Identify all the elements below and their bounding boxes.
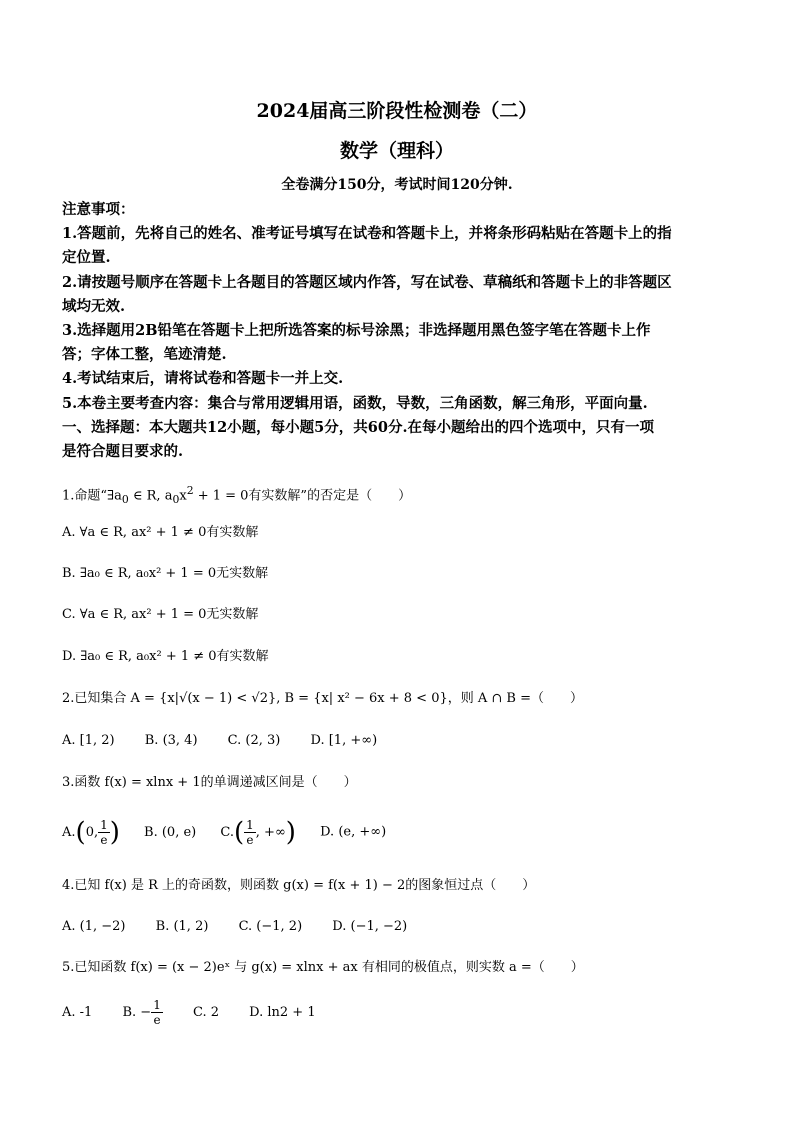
note-line: 1.答题前，先将自己的姓名、准考证号填写在试卷和答题卡上，并将条形码粘贴在答题卡上的指	[62, 225, 672, 243]
question-2-option-d: D. [1, +∞)	[310, 733, 378, 748]
note-line: 域均无效.	[62, 297, 126, 315]
question-1-option-b: B. ∃a₀ ∈ R, a₀x² + 1 = 0无实数解	[62, 566, 269, 581]
question-3-stem: 3.函数 f(x) = xlnx + 1的单调递减区间是（ ）	[62, 775, 357, 790]
exam-subtitle: 数学（理科）	[339, 140, 454, 162]
question-4-options	[62, 918, 742, 936]
fraction: $\frac{1}{e}$	[246, 817, 254, 847]
question-5-stem: 5.已知函数 f(x) = (x − 2)eˣ 与 g(x) = xlnx + ax 有相同的极值点，则实数 a =（ ）	[62, 960, 584, 975]
note-line: 2.请按题号顺序在答题卡上各题目的答题区域内作答，写在试卷、草稿纸和答题卡上的非答题区	[62, 273, 672, 291]
note-line: 3.选择题用2B铅笔在答题卡上把所选答案的标号涂黑；非选择题用黑色签字笔在答题卡上作	[62, 322, 651, 340]
question-3-options	[62, 814, 742, 851]
question-5-option-c: C. 2	[192, 1005, 219, 1020]
exam-info: 全卷满分150分，考试时间120分钟.	[281, 177, 513, 193]
question-5-option-a: A. -1	[62, 1005, 93, 1020]
section-heading: 是符合题目要求的.	[62, 443, 184, 461]
question-2-stem: 2.已知集合 A = {x|√(x − 1) < √2}, B = {x| x² − 6x + 8 < 0}，则 A ∩ B =（ ）	[62, 691, 584, 706]
question-3-option-b: B. (0, e)	[144, 824, 197, 840]
note-line: 5.本卷主要考查内容：集合与常用逻辑用语，函数，导数，三角函数，解三角形，平面向量.	[62, 394, 648, 412]
question-2-option-b: B. (3, 4)	[144, 733, 198, 748]
question-2-option-c: C. (2, 3)	[227, 733, 281, 748]
question-1-option-d: D. ∃a₀ ∈ R, a₀x² + 1 ≠ 0有实数解	[62, 649, 269, 664]
exam-title: 2024届高三阶段性检测卷（二）	[256, 100, 538, 122]
question-1-option-c: C. ∀a ∈ R, ax² + 1 = 0无实数解	[62, 607, 259, 622]
question-5-option-d: D. ln2 + 1	[249, 1005, 316, 1020]
question-2-options	[62, 732, 742, 750]
question-3-option-a: A.(0, $\frac{1}{e}$ )	[62, 817, 120, 847]
question-4-option-a: A. (1, −2)	[62, 919, 126, 934]
note-line: 定位置.	[62, 249, 111, 267]
question-3-option-d: D. (e, +∞)	[320, 824, 387, 840]
question-4-stem: 4.已知 f(x) 是 R 上的奇函数，则函数 g(x) = f(x + 1) − 2的图象恒过点（ ）	[62, 878, 536, 893]
note-line: 4.考试结束后，请将试卷和答题卡一并上交.	[62, 370, 344, 388]
notes-section	[62, 198, 732, 464]
question-2-option-a: A. [1, 2)	[62, 733, 115, 748]
question-4-option-d: D. (−1, −2)	[332, 919, 408, 934]
question-1-stem: 1.命题“$\exists a_0$ ∈ R, $a_0x^2 + 1 = 0$有实数解”的否定是（ ）	[62, 484, 412, 506]
question-1-option-a: A. ∀a ∈ R, ax² + 1 ≠ 0有实数解	[62, 525, 259, 540]
question-5-option-b: B. − $\frac{1}{e}$	[122, 998, 161, 1027]
fraction: $\frac{1}{e}$	[153, 998, 161, 1027]
fraction: $\frac{1}{e}$	[100, 817, 108, 847]
question-5-options	[62, 996, 742, 1030]
question-4-option-c: C. (−1, 2)	[238, 919, 303, 934]
question-3-option-c: C.( $\frac{1}{e}$ , +∞)	[220, 817, 296, 847]
section-heading: 一、选择题：本大题共12小题，每小题5分，共60分.在每小题给出的四个选项中，只有一项	[62, 418, 654, 436]
notes-heading: 注意事项：	[62, 201, 135, 218]
note-line: 答；字体工整，笔迹清楚.	[62, 346, 227, 364]
question-4-option-b: B. (1, 2)	[155, 919, 209, 934]
